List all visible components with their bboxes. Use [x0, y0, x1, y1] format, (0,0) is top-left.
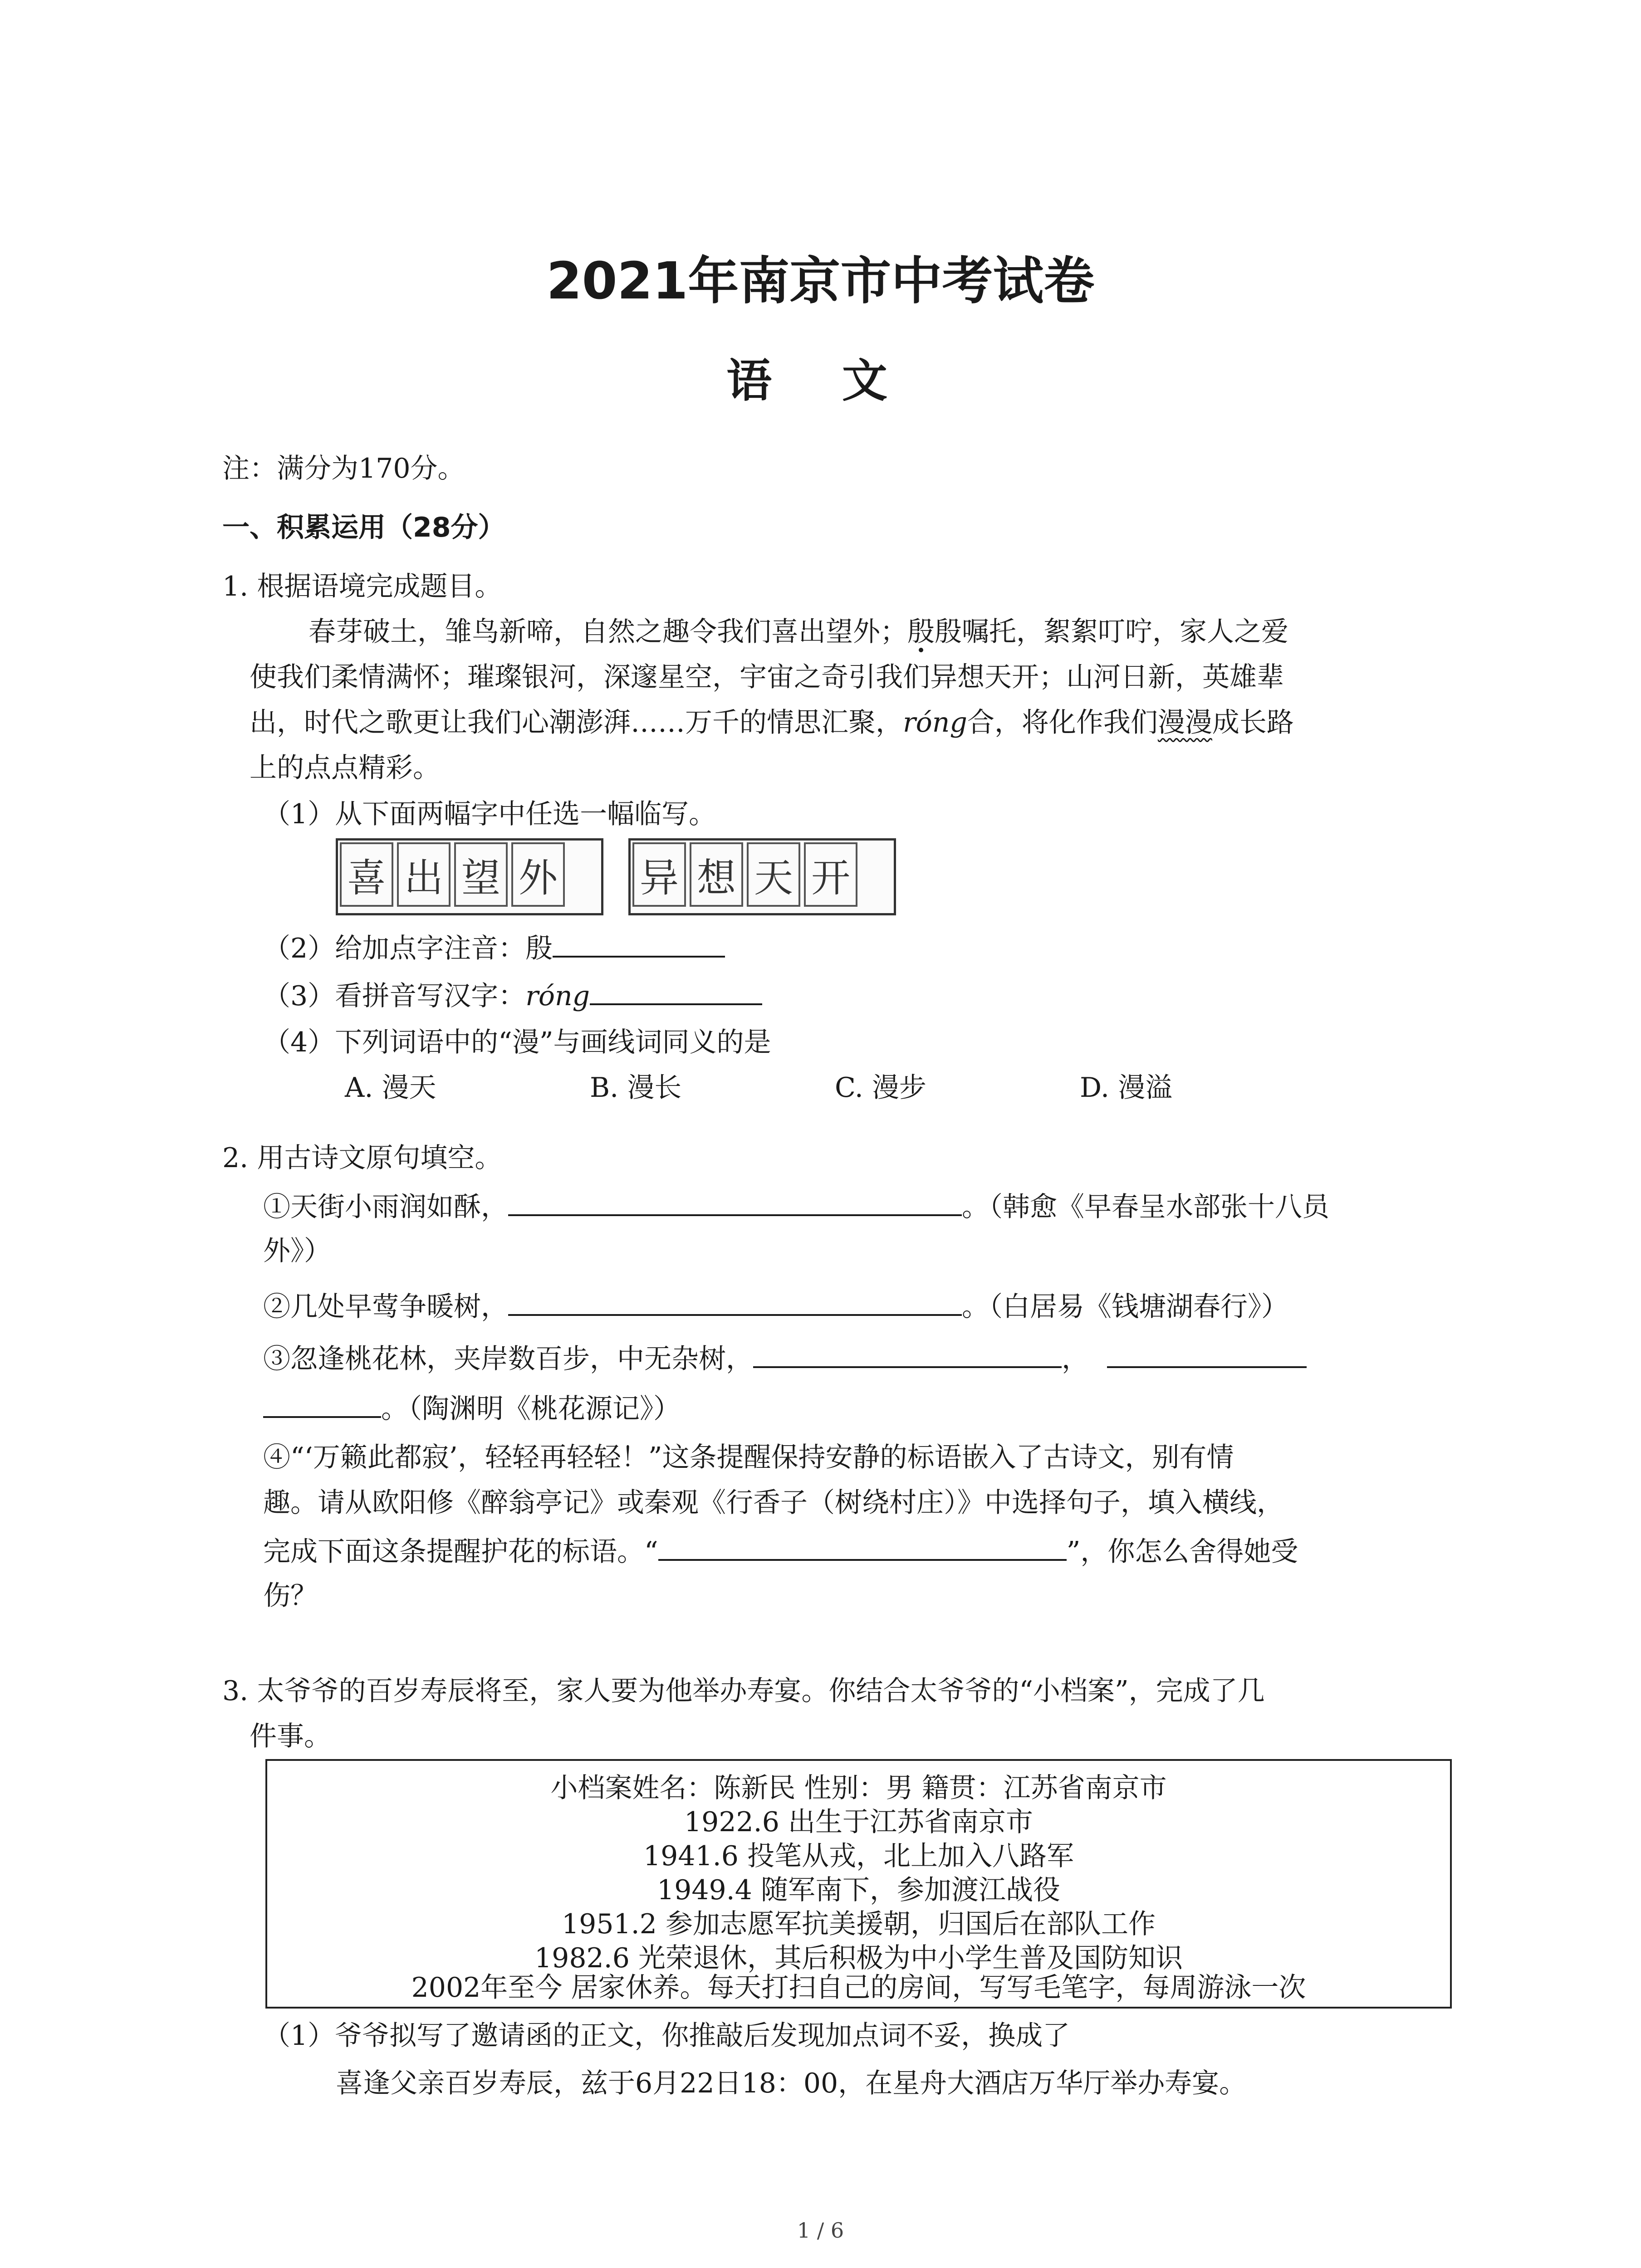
- answer-blank[interactable]: [508, 1186, 962, 1216]
- q2-item1-source: 。（韩愈《早春呈水部张十八员: [962, 1191, 1329, 1223]
- callig-char: 想: [690, 842, 743, 907]
- option-d[interactable]: D. 漫溢: [1080, 1072, 1173, 1104]
- score-note: 注：满分为170分。: [222, 453, 465, 484]
- answer-blank[interactable]: [590, 975, 762, 1005]
- q2-item2: [263, 1286, 1288, 1326]
- q1-para-seg1: 春芽破土，雏鸟新啼，自然之趣令我们喜出望外；: [309, 616, 907, 648]
- second-char: 殷: [935, 616, 962, 648]
- q3-stem-line2: 件事。: [250, 1721, 331, 1752]
- q1-sub2: [263, 928, 725, 968]
- page-number: 1 / 6: [797, 2218, 844, 2243]
- q1-para-line4: 上的点点精彩。: [250, 752, 440, 784]
- q1-para-seg4: 合，将化作我们: [967, 707, 1158, 738]
- q1-stem: 1. 根据语境完成题目。: [222, 571, 502, 602]
- callig-char: 喜: [340, 842, 393, 907]
- q2-item2-text: ②几处早莺争暖树，: [263, 1291, 508, 1323]
- page-title: 2021年南京市中考试卷: [546, 252, 1095, 311]
- answer-blank[interactable]: [1107, 1338, 1307, 1368]
- q2-item1: [263, 1186, 1329, 1227]
- q2-item2-source: 。（白居易《钱塘湖春行》）: [962, 1291, 1288, 1323]
- archive-line: 1941.6 投笔从戎，北上加入八路军: [643, 1840, 1074, 1872]
- q2-item3-comma: ，: [1062, 1343, 1089, 1375]
- q3-sub1-invitation: 喜逢父亲百岁寿辰，兹于6月22日18：00，在星舟大酒店万华厅举办寿宴。: [336, 2068, 1247, 2099]
- option-b[interactable]: B. 漫长: [590, 1072, 682, 1104]
- q3-stem-line1: 3. 太爷爷的百岁寿辰将至，家人要为他举办寿宴。你结合太爷爷的“小档案”，完成了几: [222, 1675, 1265, 1707]
- q3-sub1: （1）爷爷拟写了邀请函的正文，你推敲后发现加点词不妥，换成了: [263, 2020, 1070, 2052]
- q2-item3-source: 。（陶渊明《桃花源记》）: [381, 1393, 681, 1425]
- q2-item4-tail: ”，你怎么舍得她受: [1066, 1536, 1298, 1568]
- q1-sub4: （4）下列词语中的“漫”与画线词同义的是: [263, 1026, 771, 1058]
- q2-item3-cont: [263, 1388, 681, 1428]
- answer-blank[interactable]: [553, 928, 725, 958]
- q1-sub3: [263, 975, 762, 1016]
- q1-sub3-pinyin: róng: [525, 980, 590, 1012]
- archive-line: 1949.4 随军南下，参加渡江战役: [656, 1874, 1060, 1906]
- q1-sub1: （1）从下面两幅字中任选一幅临写。: [263, 798, 716, 830]
- callig-char: 出: [397, 842, 451, 907]
- answer-blank[interactable]: [753, 1338, 1062, 1368]
- subject-title: 语 文: [726, 354, 915, 407]
- answer-blank[interactable]: [658, 1531, 1067, 1561]
- q2-item4-text: 完成下面这条提醒护花的标语。“: [263, 1536, 658, 1568]
- callig-char: 异: [632, 842, 686, 907]
- option-c[interactable]: C. 漫步: [835, 1072, 926, 1104]
- q1-para-line2: 使我们柔情满怀；璀璨银河，深邃星空，宇宙之奇引我们异想天开；山河日新，英雄辈: [250, 661, 1284, 693]
- archive-line: 1982.6 光荣退休，其后积极为中小学生普及国防知识: [534, 1942, 1183, 1974]
- q2-item4-line2: 趣。请从欧阳修《醉翁亭记》或秦观《行香子（树绕村庄）》中选择句子，填入横线，: [263, 1487, 1284, 1519]
- q2-item4-line1: ④“‘万籁此都寂’，轻轻再轻轻！”这条提醒保持安静的标语嵌入了古诗文，别有情: [263, 1442, 1234, 1473]
- callig-char: 望: [454, 842, 508, 907]
- archive-line: 2002年至今 居家休养。每天打扫自己的房间，写写毛笔字，每周游泳一次: [411, 1972, 1306, 2004]
- q2-stem: 2. 用古诗文原句填空。: [222, 1142, 502, 1174]
- q1-sub3-label: （3）看拼音写汉字：: [263, 980, 526, 1012]
- answer-blank[interactable]: [508, 1286, 962, 1316]
- q2-item4-line3: [263, 1531, 1298, 1571]
- archive-line: 1922.6 出生于江苏省南京市: [684, 1806, 1033, 1838]
- dotted-char: 殷: [907, 616, 935, 648]
- callig-char: 开: [804, 842, 857, 907]
- wavy-word: 漫漫: [1157, 707, 1212, 738]
- q2-item3: [263, 1338, 1307, 1378]
- calligraphy-set-a: [336, 838, 603, 915]
- callig-char: 天: [747, 842, 800, 907]
- archive-box: [265, 1759, 1452, 2009]
- option-a[interactable]: A. 漫天: [345, 1072, 436, 1104]
- q1-para-seg3: 出，时代之歌更让我们心潮澎湃……万千的情思汇聚，: [250, 707, 903, 738]
- answer-blank[interactable]: [263, 1388, 381, 1418]
- q2-item3-text: ③忽逢桃花林，夹岸数百步，中无杂树，: [263, 1343, 753, 1375]
- q2-item1-cont: 外》）: [263, 1235, 331, 1267]
- q1-para-seg5: 成长路: [1212, 707, 1294, 738]
- archive-line: 小档案姓名：陈新民 性别：男 籍贯：江苏省南京市: [550, 1772, 1167, 1804]
- q1-para-line1: [309, 612, 1288, 651]
- callig-char: 外: [511, 842, 565, 907]
- q1-para-line3: [250, 703, 1294, 742]
- q2-item4-line4: 伤？: [263, 1580, 318, 1612]
- calligraphy-set-b: [628, 838, 896, 915]
- q2-item1-text: ①天街小雨润如酥，: [263, 1191, 508, 1223]
- pinyin-text: róng: [903, 707, 967, 738]
- section-heading: 一、积累运用（28分）: [222, 512, 505, 543]
- q1-sub2-label: （2）给加点字注音：殷: [263, 933, 553, 964]
- archive-line: 1951.2 参加志愿军抗美援朝，归国后在部队工作: [561, 1908, 1156, 1940]
- q1-para-seg2: 嘱托，絮絮叮咛，家人之爱: [962, 616, 1288, 648]
